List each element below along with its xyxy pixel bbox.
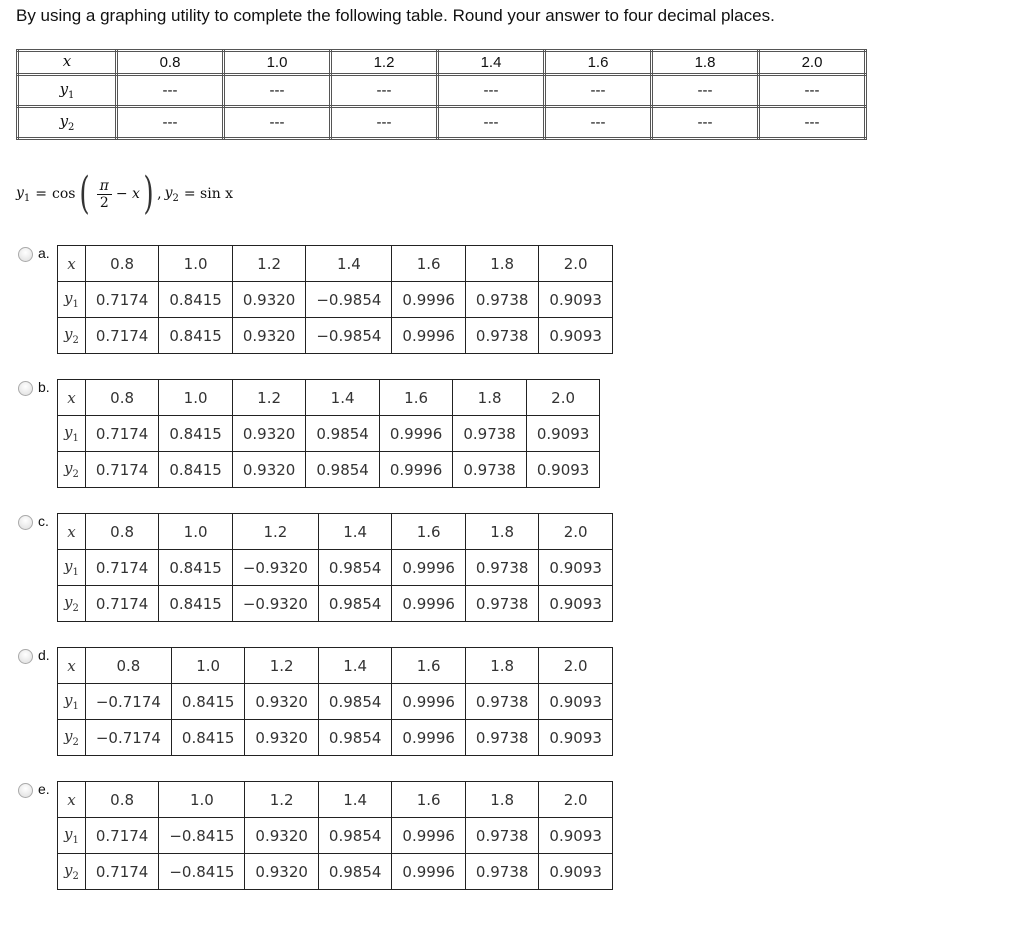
option-row (58, 586, 613, 622)
value-cell: 0.9320 (232, 318, 306, 354)
row-label: x (58, 514, 86, 550)
answer-cell[interactable]: --- (438, 107, 545, 139)
table-row-y2 (18, 107, 866, 139)
value-cell: 1.0 (159, 246, 233, 282)
value-cell: 0.8 (85, 514, 159, 550)
value-cell: 1.4 (306, 380, 380, 416)
x-value-cell: 1.4 (438, 51, 545, 75)
option-table (57, 245, 613, 354)
value-cell: 1.4 (318, 782, 392, 818)
value-cell: 1.2 (232, 514, 318, 550)
answer-cell[interactable]: --- (331, 107, 438, 139)
pi-over-two: $\frac{\pi}{2}$ (97, 178, 112, 211)
row-label: x (58, 648, 86, 684)
value-cell: 0.8415 (159, 282, 233, 318)
value-cell: 0.9320 (232, 282, 306, 318)
option-row (58, 648, 613, 684)
answer-cell[interactable]: --- (759, 75, 866, 107)
value-cell: 1.0 (171, 648, 245, 684)
option-row (58, 282, 613, 318)
value-cell: −0.9854 (306, 318, 392, 354)
value-cell: 0.9854 (318, 720, 392, 756)
row-label: $y_2$ (58, 452, 86, 488)
value-cell: 0.7174 (85, 818, 159, 854)
value-cell: 0.7174 (85, 586, 159, 622)
value-cell: 0.8415 (159, 586, 233, 622)
y1-label: $y_1$ (16, 184, 31, 204)
value-cell: 0.9093 (526, 416, 600, 452)
value-cell: 0.9320 (232, 452, 306, 488)
value-cell: 1.8 (465, 782, 539, 818)
value-cell: 0.9854 (318, 818, 392, 854)
value-cell: 0.8415 (171, 720, 245, 756)
row-label: $y_2$ (58, 586, 86, 622)
option-row (58, 818, 613, 854)
value-cell: 0.9854 (318, 854, 392, 890)
row-label: $y_2$ (18, 107, 117, 139)
value-cell: 1.2 (245, 648, 319, 684)
value-cell: 0.7174 (85, 282, 159, 318)
function-definitions (16, 168, 234, 219)
value-cell: 0.8415 (159, 550, 233, 586)
answer-cell[interactable]: --- (545, 107, 652, 139)
row-label: $y_1$ (58, 416, 86, 452)
sin-x: = sin x (183, 186, 234, 202)
value-cell: 1.2 (232, 246, 306, 282)
value-cell: 0.9996 (379, 416, 453, 452)
answer-cell[interactable]: --- (759, 107, 866, 139)
value-cell: 0.9093 (526, 452, 600, 488)
value-cell: 0.9738 (465, 282, 539, 318)
row-label: x (18, 51, 117, 75)
value-cell: 0.9996 (379, 452, 453, 488)
row-label: x (58, 380, 86, 416)
radio-button[interactable] (18, 381, 33, 396)
answer-cell[interactable]: --- (438, 75, 545, 107)
answer-cell[interactable]: --- (652, 107, 759, 139)
value-cell: 0.9320 (232, 416, 306, 452)
right-paren: ) (143, 168, 154, 219)
value-cell: 0.8 (85, 648, 171, 684)
option-table (57, 513, 613, 622)
answer-cell[interactable]: --- (224, 107, 331, 139)
option-row (58, 380, 600, 416)
value-cell: 0.8415 (171, 684, 245, 720)
answer-table (16, 49, 867, 140)
option-table (57, 781, 613, 890)
value-cell: 1.0 (159, 514, 233, 550)
value-cell: 0.9093 (539, 282, 613, 318)
option-row (58, 550, 613, 586)
value-cell: 1.4 (306, 246, 392, 282)
value-cell: 0.8 (85, 246, 159, 282)
row-label: $y_2$ (58, 720, 86, 756)
value-cell: 0.9320 (245, 854, 319, 890)
value-cell: 0.9320 (245, 684, 319, 720)
value-cell: 0.9854 (306, 452, 380, 488)
row-label: $y_1$ (58, 282, 86, 318)
option-row (58, 854, 613, 890)
option-letter: b. (38, 379, 50, 395)
value-cell: 0.9320 (245, 818, 319, 854)
value-cell: 1.6 (392, 514, 466, 550)
value-cell: 0.9854 (318, 684, 392, 720)
x-value-cell: 1.2 (331, 51, 438, 75)
value-cell: 0.7174 (85, 550, 159, 586)
value-cell: −0.7174 (85, 684, 171, 720)
value-cell: 1.8 (453, 380, 527, 416)
row-label: $y_1$ (58, 818, 86, 854)
value-cell: 0.8415 (159, 318, 233, 354)
radio-button[interactable] (18, 515, 33, 530)
value-cell: 1.8 (465, 648, 539, 684)
value-cell: 1.6 (379, 380, 453, 416)
value-cell: 2.0 (539, 782, 613, 818)
value-cell: 1.8 (465, 514, 539, 550)
value-cell: 0.9854 (318, 550, 392, 586)
row-label: $y_1$ (58, 684, 86, 720)
value-cell: 1.6 (392, 648, 466, 684)
row-label: $y_1$ (18, 75, 117, 107)
option-table (57, 647, 613, 756)
value-cell: 0.9996 (392, 684, 466, 720)
value-cell: 0.9738 (465, 586, 539, 622)
answer-cell[interactable]: --- (117, 107, 224, 139)
option-letter: a. (38, 245, 50, 261)
value-cell: 0.9996 (392, 282, 466, 318)
separator: , (157, 186, 162, 202)
equals: = (35, 186, 48, 202)
value-cell: 0.9996 (392, 586, 466, 622)
value-cell: −0.8415 (159, 818, 245, 854)
radio-button[interactable] (18, 649, 33, 664)
value-cell: 0.9738 (465, 550, 539, 586)
option-row (58, 416, 600, 452)
value-cell: −0.9854 (306, 282, 392, 318)
value-cell: 0.7174 (85, 416, 159, 452)
value-cell: 1.0 (159, 782, 245, 818)
x-value-cell: 2.0 (759, 51, 866, 75)
value-cell: 1.6 (392, 782, 466, 818)
option-row (58, 246, 613, 282)
x-value-cell: 1.6 (545, 51, 652, 75)
value-cell: −0.7174 (85, 720, 171, 756)
value-cell: 0.9093 (539, 550, 613, 586)
option-row (58, 514, 613, 550)
value-cell: 1.4 (318, 514, 392, 550)
x-value-cell: 1.8 (652, 51, 759, 75)
answer-cell[interactable]: --- (224, 75, 331, 107)
value-cell: 0.9738 (453, 416, 527, 452)
row-label: $y_2$ (58, 854, 86, 890)
value-cell: 0.9854 (318, 586, 392, 622)
option-row (58, 720, 613, 756)
left-paren: ( (78, 168, 90, 219)
value-cell: 2.0 (539, 514, 613, 550)
radio-button[interactable] (18, 783, 33, 798)
option-table (57, 379, 600, 488)
value-cell: 0.7174 (85, 452, 159, 488)
value-cell: 1.2 (245, 782, 319, 818)
value-cell: 0.9093 (539, 586, 613, 622)
value-cell: 0.8 (85, 782, 159, 818)
option-row (58, 318, 613, 354)
value-cell: 0.9093 (539, 318, 613, 354)
value-cell: 0.9093 (539, 854, 613, 890)
option-letter: c. (38, 513, 49, 529)
question-text: By using a graphing utility to complete the following table. Round your answer to four decimal places. (16, 6, 775, 25)
value-cell: 0.9320 (245, 720, 319, 756)
value-cell: 0.7174 (85, 318, 159, 354)
value-cell: 0.9738 (465, 720, 539, 756)
value-cell: −0.9320 (232, 550, 318, 586)
value-cell: 1.4 (318, 648, 392, 684)
value-cell: 1.2 (232, 380, 306, 416)
option-row (58, 782, 613, 818)
answer-cell[interactable]: --- (545, 75, 652, 107)
row-label: $y_1$ (58, 550, 86, 586)
value-cell: 0.9093 (539, 720, 613, 756)
y2-label: $y_2$ (164, 184, 179, 204)
answer-cell[interactable]: --- (117, 75, 224, 107)
radio-button[interactable] (18, 247, 33, 262)
value-cell: −0.8415 (159, 854, 245, 890)
value-cell: 0.9738 (465, 818, 539, 854)
x-value-cell: 1.0 (224, 51, 331, 75)
value-cell: 0.8 (85, 380, 159, 416)
value-cell: 2.0 (539, 648, 613, 684)
value-cell: 2.0 (526, 380, 600, 416)
row-label: x (58, 782, 86, 818)
x-value-cell: 0.8 (117, 51, 224, 75)
row-label: x (58, 246, 86, 282)
value-cell: 0.9738 (465, 854, 539, 890)
value-cell: 0.9996 (392, 318, 466, 354)
value-cell: 1.0 (159, 380, 233, 416)
value-cell: 0.9996 (392, 720, 466, 756)
value-cell: 1.6 (392, 246, 466, 282)
value-cell: 1.8 (465, 246, 539, 282)
value-cell: 0.9854 (306, 416, 380, 452)
value-cell: 0.9093 (539, 818, 613, 854)
value-cell: 0.9093 (539, 684, 613, 720)
value-cell: 0.9996 (392, 818, 466, 854)
row-label: $y_2$ (58, 318, 86, 354)
option-row (58, 452, 600, 488)
value-cell: −0.9320 (232, 586, 318, 622)
value-cell: 0.9996 (392, 854, 466, 890)
option-letter: e. (38, 781, 50, 797)
option-letter: d. (38, 647, 50, 663)
value-cell: 0.7174 (85, 854, 159, 890)
value-cell: 0.9738 (465, 318, 539, 354)
option-row (58, 684, 613, 720)
value-cell: 0.8415 (159, 452, 233, 488)
value-cell: 0.8415 (159, 416, 233, 452)
table-row-x (18, 51, 866, 75)
value-cell: 0.9738 (465, 684, 539, 720)
cos-text: cos (52, 186, 76, 202)
minus-x: − x (115, 186, 140, 202)
value-cell: 2.0 (539, 246, 613, 282)
value-cell: 0.9738 (453, 452, 527, 488)
table-row-y1 (18, 75, 866, 107)
value-cell: 0.9996 (392, 550, 466, 586)
answer-cell[interactable]: --- (331, 75, 438, 107)
answer-cell[interactable]: --- (652, 75, 759, 107)
